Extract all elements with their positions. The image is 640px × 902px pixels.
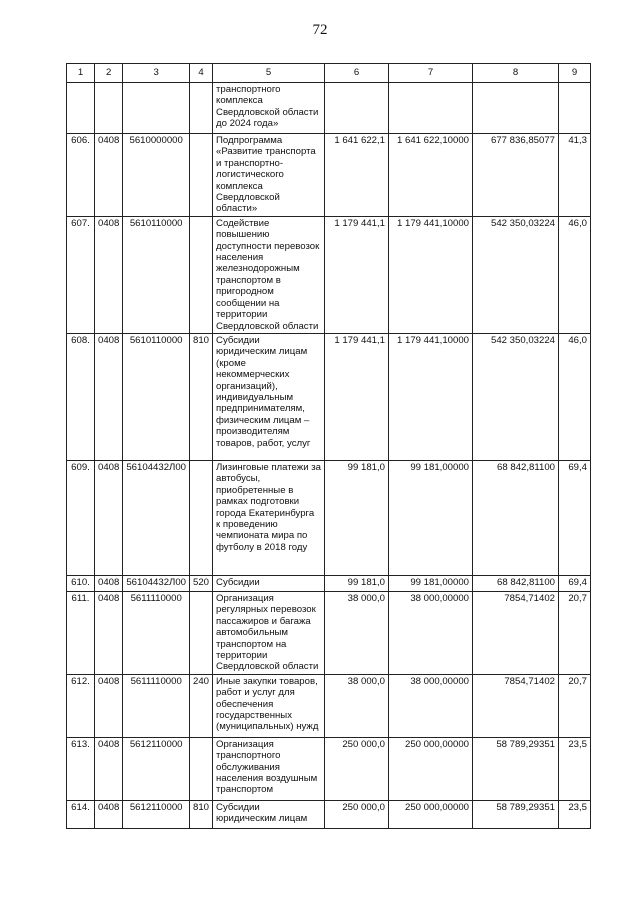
column-header: 7 xyxy=(389,64,473,83)
refined-amount: 250 000,00000 xyxy=(389,737,473,800)
column-header: 3 xyxy=(123,64,190,83)
row-number: 613. xyxy=(67,737,95,800)
expense-type-code: 240 xyxy=(190,674,213,737)
column-header-row xyxy=(67,64,591,83)
execution-percent: 20,7 xyxy=(559,591,591,674)
row-number: 611. xyxy=(67,591,95,674)
column-header: 2 xyxy=(95,64,123,83)
plan-amount xyxy=(325,83,389,134)
refined-amount xyxy=(389,83,473,134)
plan-amount: 1 641 622,1 xyxy=(325,134,389,217)
executed-amount: 58 789,29351 xyxy=(473,800,559,828)
refined-amount: 250 000,00000 xyxy=(389,800,473,828)
column-header: 6 xyxy=(325,64,389,83)
section-code: 0408 xyxy=(95,800,123,828)
expense-type-code xyxy=(190,134,213,217)
item-name: Субсидии xyxy=(213,575,325,591)
item-name: Организация регулярных перевозок пассажиров и багажа автомобильным транспортом на территории Свердловской области xyxy=(213,591,325,674)
expense-type-code: 520 xyxy=(190,575,213,591)
plan-amount: 99 181,0 xyxy=(325,575,389,591)
table-row xyxy=(67,134,591,217)
table-row xyxy=(67,674,591,737)
target-code: 5611110000 xyxy=(123,591,190,674)
column-header: 1 xyxy=(67,64,95,83)
section-code: 0408 xyxy=(95,216,123,333)
target-code: 5610000000 xyxy=(123,134,190,217)
table-row xyxy=(67,216,591,333)
item-name: Субсидии юридическим лицам xyxy=(213,800,325,828)
refined-amount: 1 641 622,10000 xyxy=(389,134,473,217)
section-code: 0408 xyxy=(95,591,123,674)
refined-amount: 99 181,00000 xyxy=(389,575,473,591)
refined-amount: 38 000,00000 xyxy=(389,674,473,737)
row-number xyxy=(67,83,95,134)
budget-table xyxy=(66,63,591,829)
refined-amount: 99 181,00000 xyxy=(389,460,473,575)
section-code: 0408 xyxy=(95,333,123,460)
execution-percent: 20,7 xyxy=(559,674,591,737)
row-number: 608. xyxy=(67,333,95,460)
table-body xyxy=(67,83,591,829)
plan-amount: 99 181,0 xyxy=(325,460,389,575)
section-code: 0408 xyxy=(95,134,123,217)
executed-amount xyxy=(473,83,559,134)
target-code: 5611110000 xyxy=(123,674,190,737)
table-row xyxy=(67,737,591,800)
executed-amount: 7854,71402 xyxy=(473,591,559,674)
refined-amount: 1 179 441,10000 xyxy=(389,216,473,333)
item-name: Организация транспортного обслуживания населения воздушным транспортом xyxy=(213,737,325,800)
row-number: 612. xyxy=(67,674,95,737)
expense-type-code xyxy=(190,591,213,674)
refined-amount: 1 179 441,10000 xyxy=(389,333,473,460)
table-row xyxy=(67,460,591,575)
row-number: 610. xyxy=(67,575,95,591)
expense-type-code: 810 xyxy=(190,333,213,460)
column-header: 9 xyxy=(559,64,591,83)
execution-percent: 41,3 xyxy=(559,134,591,217)
row-number: 606. xyxy=(67,134,95,217)
executed-amount: 58 789,29351 xyxy=(473,737,559,800)
plan-amount: 250 000,0 xyxy=(325,737,389,800)
item-name: транспортного комплекса Свердловской области до 2024 года» xyxy=(213,83,325,134)
expense-type-code xyxy=(190,737,213,800)
execution-percent: 69,4 xyxy=(559,575,591,591)
plan-amount: 38 000,0 xyxy=(325,674,389,737)
column-header: 5 xyxy=(213,64,325,83)
target-code: 56104432Л00 xyxy=(123,460,190,575)
plan-amount: 1 179 441,1 xyxy=(325,333,389,460)
table-row xyxy=(67,591,591,674)
row-number: 607. xyxy=(67,216,95,333)
section-code: 0408 xyxy=(95,674,123,737)
table-row xyxy=(67,333,591,460)
section-code xyxy=(95,83,123,134)
page-number: 72 xyxy=(312,22,328,38)
expense-type-code: 810 xyxy=(190,800,213,828)
execution-percent: 46,0 xyxy=(559,333,591,460)
section-code: 0408 xyxy=(95,737,123,800)
column-header: 8 xyxy=(473,64,559,83)
expense-type-code xyxy=(190,216,213,333)
expense-type-code xyxy=(190,460,213,575)
executed-amount: 677 836,85077 xyxy=(473,134,559,217)
row-number: 614. xyxy=(67,800,95,828)
executed-amount: 68 842,81100 xyxy=(473,575,559,591)
execution-percent: 69,4 xyxy=(559,460,591,575)
table-row xyxy=(67,575,591,591)
executed-amount: 542 350,03224 xyxy=(473,333,559,460)
table-row xyxy=(67,800,591,828)
target-code: 5612110000 xyxy=(123,737,190,800)
table-row xyxy=(67,83,591,134)
item-name: Субсидии юридическим лицам (кроме некоммерческих организаций), индивидуальным предпринимателям, физическим лицам – производителям товаров, работ, услуг xyxy=(213,333,325,460)
execution-percent: 23,5 xyxy=(559,800,591,828)
plan-amount: 1 179 441,1 xyxy=(325,216,389,333)
executed-amount: 542 350,03224 xyxy=(473,216,559,333)
column-header: 4 xyxy=(190,64,213,83)
target-code xyxy=(123,83,190,134)
executed-amount: 68 842,81100 xyxy=(473,460,559,575)
item-name: Содействие повышению доступности перевозок населения железнодорожным транспортом в пригородном сообщении на территории Свердловской области xyxy=(213,216,325,333)
expense-type-code xyxy=(190,83,213,134)
item-name: Иные закупки товаров, работ и услуг для обеспечения государственных (муниципальных) нужд xyxy=(213,674,325,737)
section-code: 0408 xyxy=(95,575,123,591)
target-code: 5610110000 xyxy=(123,333,190,460)
executed-amount: 7854,71402 xyxy=(473,674,559,737)
target-code: 5610110000 xyxy=(123,216,190,333)
refined-amount: 38 000,00000 xyxy=(389,591,473,674)
target-code: 5612110000 xyxy=(123,800,190,828)
plan-amount: 38 000,0 xyxy=(325,591,389,674)
plan-amount: 250 000,0 xyxy=(325,800,389,828)
item-name: Подпрограмма «Развитие транспорта и транспортно-логистического комплекса Свердловской области» xyxy=(213,134,325,217)
section-code: 0408 xyxy=(95,460,123,575)
execution-percent xyxy=(559,83,591,134)
row-number: 609. xyxy=(67,460,95,575)
execution-percent: 23,5 xyxy=(559,737,591,800)
item-name: Лизинговые платежи за автобусы, приобретенные в рамках подготовки города Екатеринбурга к проведению чемпионата мира по футболу в 2018 году xyxy=(213,460,325,575)
execution-percent: 46,0 xyxy=(559,216,591,333)
target-code: 56104432Л00 xyxy=(123,575,190,591)
